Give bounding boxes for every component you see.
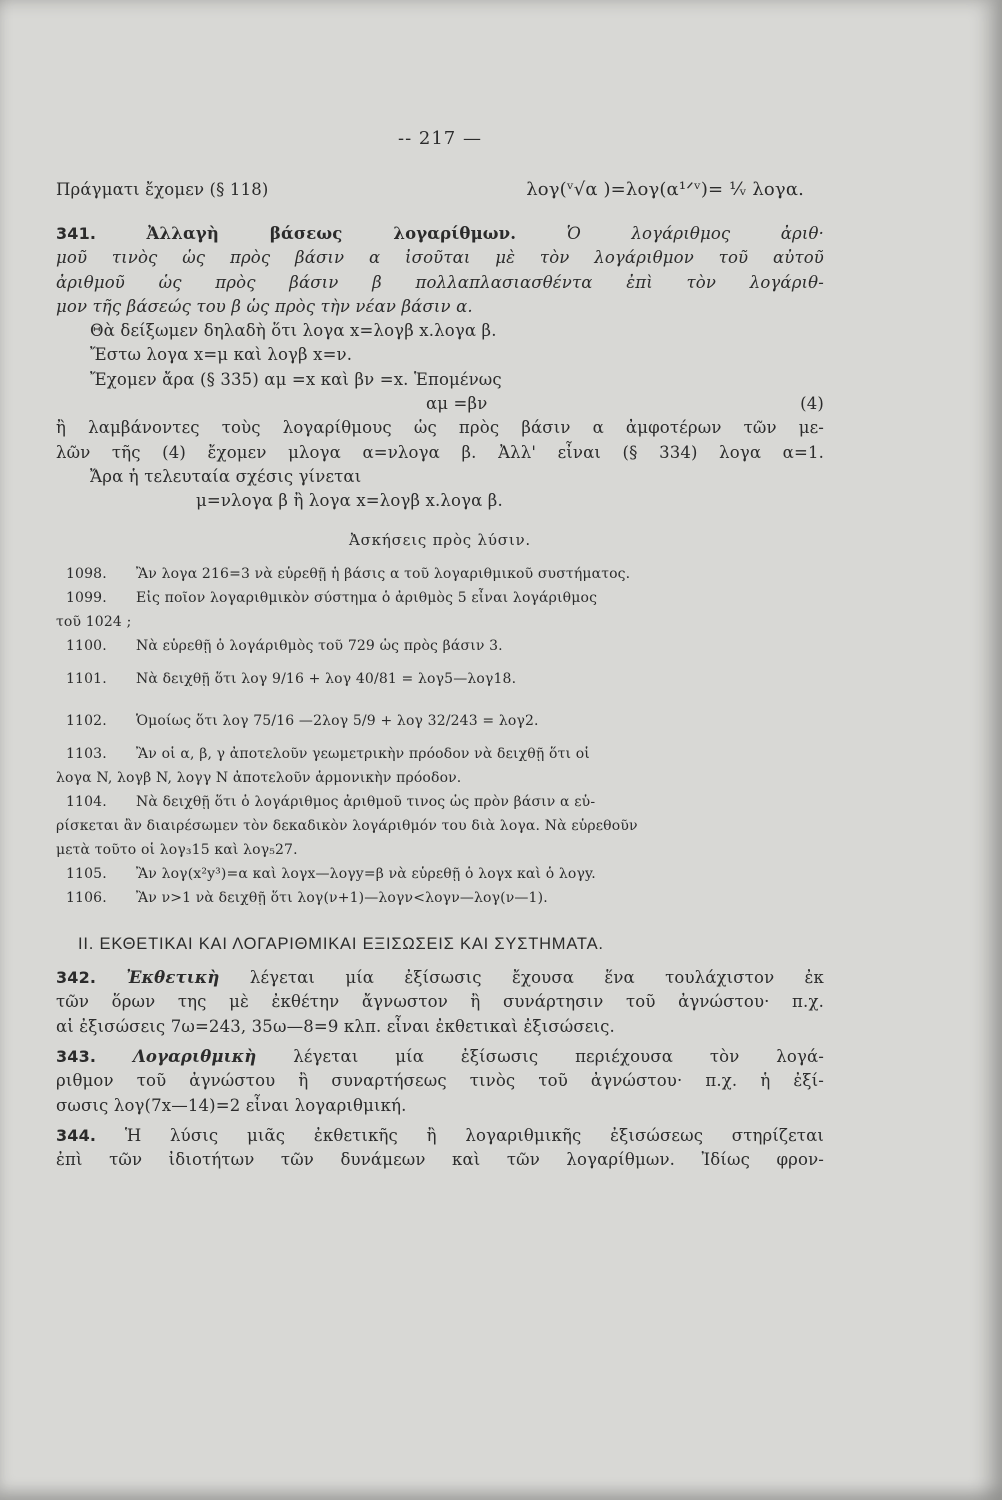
exercises-title: Ἀσκήσεις πρὸς λύσιν. (348, 530, 531, 549)
exercise-item: 1099. Εἰς ποῖον λογαριθμικὸν σύστημα ὁ ἀριθμὸς 5 εἶναι λογάριθμος (66, 589, 598, 606)
body-line: λέγεται μία ἐξίσωσις περιέχουσα τὸν λογά- (293, 1047, 824, 1067)
section-342-first-line (56, 966, 824, 990)
page-number: -- 217 — (398, 128, 482, 149)
body-line: ἐπὶ τῶν ἰδιοτήτων τῶν δυνάμεων καὶ τῶν λογαρίθμων. Ἰδίως φρον- (56, 1150, 824, 1170)
exercise-item: 1098. Ἂν λογα 216=3 νὰ εὑρεθῇ ἡ βάσις α τοῦ λογαριθμικοῦ συστήματος. (66, 565, 631, 582)
exercise-item: 1103. Ἂν οἱ α, β, γ ἀποτελοῦν γεωμετρικὴν πρόοδον νὰ δειχθῇ ὅτι οἱ (66, 745, 590, 762)
body-line: λῶν τῆς (4) ἔχομεν μλογα α=νλογα β. Ἀλλ' εἶναι (§ 334) λογα α=1. (56, 442, 824, 462)
theorem-line: μον τῆς βάσεώς του β ὡς πρὸς τὴν νέαν βάσιν α. (56, 296, 473, 316)
theorem-line: μοῦ τινὸς ὡς πρὸς βάσιν α ἰσοῦται μὲ τὸν λογάριθμον τοῦ αὐτοῦ (56, 248, 824, 268)
exercise-item: 1102. Ὁμοίως ὅτι λογ 75/16 —2λογ 5/9 + λογ 32/243 = λογ2. (66, 712, 539, 729)
section-term: Ἐκθετικὴ (126, 968, 220, 988)
section-term: Λογαριθμικὴ (132, 1047, 257, 1067)
formula-line (56, 162, 824, 218)
equation: αμ =βν (426, 394, 488, 414)
section-number: 342. (56, 968, 97, 988)
body-line: Ἔχομεν ἄρα (§ 335) αμ =x καὶ βν =x. Ἑπομένως (90, 369, 502, 389)
exercise-item: 1101. Νὰ δειχθῇ ὅτι λογ 9/16 + λογ 40/81 = λογ5—λογ18. (66, 670, 517, 687)
theorem-line: ἀριθμοῦ ὡς πρὸς βάσιν β πολλαπλασιασθέντα ἐπὶ τὸν λογάριθ- (56, 272, 824, 292)
body-line: σωσις λογ(7x—14)=2 εἶναι λογαριθμική. (56, 1095, 407, 1115)
section-343-first-line (56, 1045, 824, 1069)
formula-lead: Πράγματι ἔχομεν (§ 118) (56, 179, 269, 199)
section-341-first-line (56, 222, 824, 246)
exercise-item: τοῦ 1024 ; (56, 613, 132, 630)
equation-tag: (4) (800, 394, 824, 414)
page-body (56, 120, 824, 1173)
body-line: Ἔστω λογα x=μ καὶ λογβ x=ν. (90, 345, 353, 365)
equation-line (56, 392, 824, 416)
body-line: Ἡ λύσις μιᾶς ἐκθετικῆς ἢ λογαριθμικῆς ἐξισώσεως στηρίζεται (124, 1125, 824, 1145)
section-number: 341. (56, 224, 97, 243)
exercise-list (56, 562, 824, 910)
section-number: 344. (56, 1125, 97, 1145)
body-line: ἢ λαμβάνοντες τοὺς λογαρίθμους ὡς πρὸς βάσιν α ἀμφοτέρων τῶν με- (56, 418, 824, 438)
exercise-item: 1100. Νὰ εὑρεθῇ ὁ λογάριθμὸς τοῦ 729 ὡς πρὸς βάσιν 3. (66, 637, 503, 654)
exercise-item: 1104. Νὰ δειχθῇ ὅτι ὁ λογάριθμος ἀριθμοῦ τινος ὡς πρὸν βάσιν α εὑ- (66, 793, 596, 810)
exercise-item: λογα N, λογβ N, λογγ N ἀποτελοῦν ἁρμονικὴν πρόοδον. (56, 769, 462, 786)
body-line: τῶν ὅρων της μὲ ἐκθέτην ἄγνωστον ἢ συνάρτησιν τοῦ ἀγνώστου· π.χ. (56, 992, 824, 1012)
body-line: Θὰ δείξωμεν δηλαδὴ ὅτι λογα x=λογβ x.λογα β. (90, 321, 497, 341)
section-title: Ἀλλαγὴ βάσεως λογαρίθμων. (146, 224, 517, 243)
chapter-heading: II. ΕΚΘΕΤΙΚΑΙ ΚΑΙ ΛΟΓΑΡΙΘΜΙΚΑΙ ΕΞΙΣΩΣΕΙΣ ΚΑΙ ΣΥΣΤΗΜΑΤΑ. (78, 934, 604, 953)
body-line: Ἄρα ἡ τελευταία σχέσις γίνεται (90, 466, 362, 486)
exercise-item: ρίσκεται ἂν διαιρέσωμεν τὸν δεκαδικὸν λογάριθμόν του διὰ λογα. Νὰ εὑρεθοῦν (56, 817, 638, 834)
exercise-item: μετὰ τοῦτο οἱ λογ₃15 καὶ λογ₅27. (56, 841, 298, 858)
body-line: ριθμον τοῦ ἀγνώστου ἢ συναρτήσεως τινὸς τοῦ ἀγνώστου· π.χ. ἡ ἐξί- (56, 1071, 824, 1091)
exercise-item: 1105. Ἂν λογ(x²y³)=α καὶ λογx—λογy=β νὰ εὑρεθῇ ὁ λογx καὶ ὁ λογy. (66, 865, 596, 882)
body-line: λέγεται μία ἐξίσωσις ἔχουσα ἕνα τουλάχιστον ἐκ (249, 968, 824, 988)
exercise-item: 1106. Ἂν ν>1 νὰ δειχθῇ ὅτι λογ(ν+1)—λογν<λογν—λογ(ν—1). (66, 889, 548, 906)
section-number: 343. (56, 1047, 97, 1067)
body-line: μ=νλογα β ἢ λογα x=λογβ x.λογα β. (196, 491, 503, 511)
formula: λογ(ᵛ√α )=λογ(α¹ᐟᵛ)= ¹⁄ᵥ λογα. (526, 178, 804, 200)
section-344-first-line (56, 1124, 824, 1148)
theorem-line: Ὁ λογάριθμος ἀριθ· (566, 224, 824, 243)
body-line: αἱ ἐξισώσεις 7ω=243, 35ω—8=9 κλπ. εἶναι ἐκθετικαὶ ἐξισώσεις. (56, 1016, 615, 1036)
